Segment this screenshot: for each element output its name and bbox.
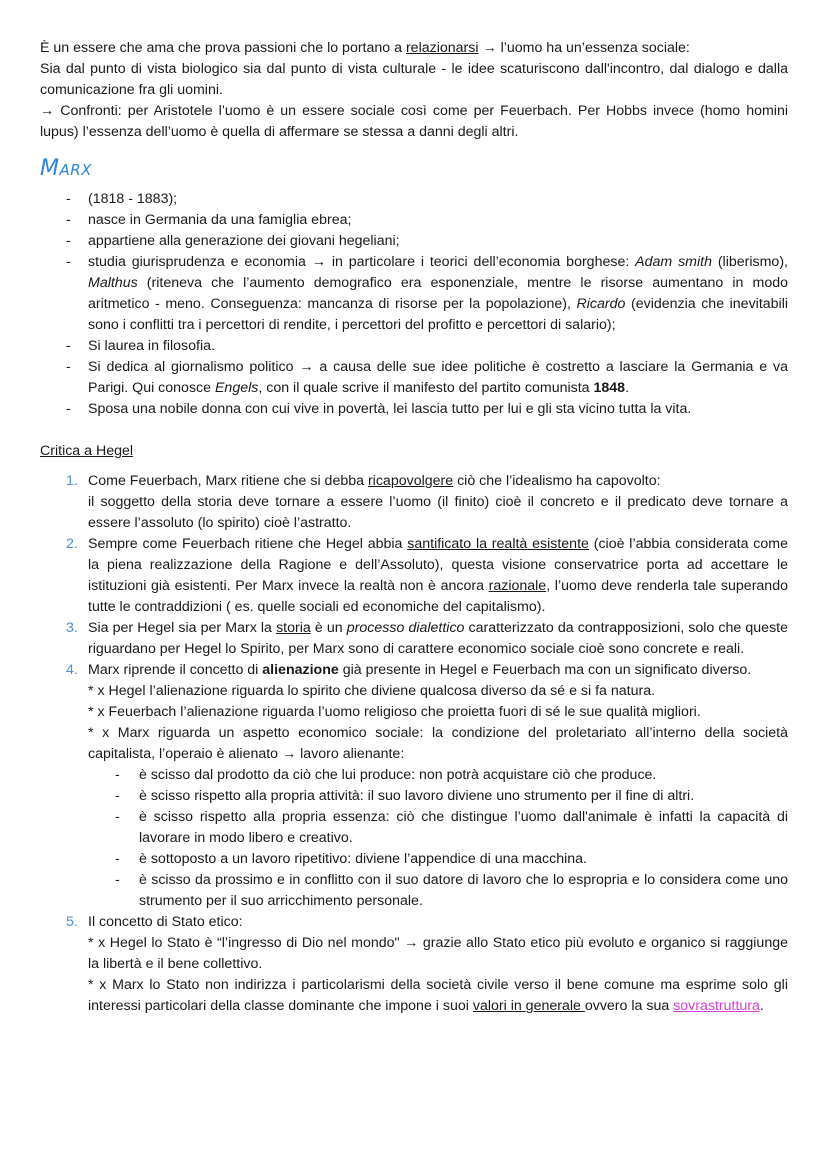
text: ovvero la sua — [584, 998, 674, 1014]
critica-point-5 — [66, 912, 788, 1017]
text: , con il quale scrive il manifesto del partito comunista — [258, 380, 594, 396]
critica-point-1 — [66, 471, 788, 534]
bio-item — [66, 357, 788, 399]
section-title-marx: Marx — [40, 156, 92, 181]
text: Il concetto di Stato etico: — [88, 914, 243, 930]
note-hegel: * x Hegel l’alienazione riguarda lo spirito che diviene qualcosa diverso da sé e si fa natura. — [88, 683, 656, 699]
alienation-list — [88, 765, 788, 912]
text: , l’uomo deve renderla tale superando tutte le contraddizioni ( es. quelle sociali ed economiche del capitalismo). — [88, 578, 788, 615]
list-number: 2. — [66, 536, 78, 552]
term-storia: storia — [276, 620, 311, 636]
text: il soggetto della storia deve tornare a essere l’uomo (il finito) cioè il concreto e il predicato deve tornare a essere l’assoluto (lo spirito) cioè l’astratto. — [88, 494, 788, 531]
list-number: 1. — [66, 473, 78, 489]
text: (riteneva che l’aumento demografico era esponenziale, mentre le risorse aumentano in modo aritmetico - meno. Conseguenza: mancanza di risorse per la popolazione), — [88, 275, 788, 312]
intro-line-2: Sia dal punto di vista biologico sia dal punto di vista culturale - le idee scaturiscono dall'incontro, dal dialogo e dalla comunicazione fra gli uomini. — [40, 61, 788, 98]
list-number: 5. — [66, 914, 78, 930]
name-smith: Adam smith — [635, 254, 712, 270]
alienation-item: - è scisso dal prodotto da ciò che lui produce: non potrà acquistare ciò che produce. — [115, 765, 788, 786]
term-santificato: santificato la realtà esistente — [407, 536, 589, 552]
text: studia giurisprudenza e economia → in particolare i teorici dell’economia borghese: — [88, 254, 636, 270]
text: . — [625, 380, 630, 396]
note-feuerbach: * x Feuerbach l’alienazione riguarda l’uomo religioso che proietta fuori di sé le sue qualità migliori. — [88, 704, 701, 720]
bio-item: - appartiene alla generazione dei giovani hegeliani; — [66, 231, 788, 252]
critica-list — [40, 471, 788, 1017]
name-engels: Engels — [214, 380, 259, 396]
alienation-item: - è scisso rispetto alla propria essenza: ciò che distingue l’uomo dall'animale è infatti la capacità di lavorare in modo libero e creativo. — [115, 807, 788, 849]
list-number: 3. — [66, 620, 78, 636]
term-alienazione: alienazione — [262, 662, 339, 678]
text: Sia per Hegel sia per Marx la — [88, 620, 277, 636]
bio-item: - (1818 - 1883); — [66, 189, 788, 210]
text: * x Marx lo Stato non indirizza i particolarismi della società civile verso il bene comune ma esprime solo gli interessi particolari della classe dominante che impone i suoi — [88, 977, 788, 1014]
name-malthus: Malthus — [88, 275, 138, 291]
term-valori-in-generale: valori in generale — [472, 998, 585, 1014]
text: già presente in Hegel e Feuerbach ma con un significato diverso. — [338, 662, 752, 678]
text: (liberismo), — [711, 254, 788, 270]
alienation-item: - è scisso da prossimo e in conflitto con il suo datore di lavoro che lo espropria e lo considera come uno strumento per il suo arricchimento personale. — [115, 870, 788, 912]
term-ricapovolgere: ricapovolgere — [367, 473, 454, 489]
text: . — [759, 998, 764, 1014]
text: (cioè l’abbia considerata come la piena realizzazione della Ragione e dell’Assoluto), questa visione conservatrice porta ad accettare le istituzioni già esistenti. Per Marx invece la realtà non è ancora — [88, 536, 788, 594]
alienation-item: - è sottoposto a un lavoro ripetitivo: diviene l’appendice di una macchina. — [115, 849, 788, 870]
text: Si dedica al giornalismo politico → a causa delle sue idee politiche è costretto a lasciare la Germania e va Parigi. Qui conosce — [88, 359, 788, 396]
critica-point-3 — [66, 618, 788, 660]
intro-text: È un essere che ama che prova passioni che lo portano a — [40, 40, 406, 56]
intro-line-3: → Confronti: per Aristotele l’uomo è un essere sociale così come per Feuerbach. Per Hobbs invece (homo homini lupus) l’essenza dell’uomo è quella di affermare se stessa a danni degli altri. — [40, 103, 788, 140]
note-hegel-stato: * x Hegel lo Stato è “l’ingresso di Dio nel mondo" → grazie allo Stato etico più evoluto e organico si raggiunge la libertà e il bene collettivo. — [88, 935, 788, 972]
intro-text: → l’uomo ha un’essenza sociale: — [478, 40, 690, 56]
alienation-item: - è scisso rispetto alla propria attività: il suo lavoro diviene uno strumento per il fine di altri. — [115, 786, 788, 807]
critica-point-2 — [66, 534, 788, 618]
bio-item: - Si laurea in filosofia. — [66, 336, 788, 357]
text: caratterizzato da contrapposizioni, solo che queste riguardano per Hegel lo Spirito, per Marx sono di carattere economico sociale cioè sono concrete e reali. — [88, 620, 788, 657]
text: Sempre come Feuerbach ritiene che Hegel abbia — [88, 536, 408, 552]
bio-item: - Sposa una nobile donna con cui vive in povertà, lei lascia tutto per lui e gli sta vicino tutta la vita. — [66, 399, 788, 420]
text: (evidenzia che inevitabili sono i conflitti tra i percettori di rendite, i percettori del profitto e percettori di salario); — [88, 296, 788, 333]
text: Marx riprende il concetto di — [88, 662, 263, 678]
note-marx: * x Marx riguarda un aspetto economico sociale: la condizione del proletariato all’interno della società capitalista, l’operaio è alienato → lavoro alienante: — [88, 725, 788, 762]
term-sovrastruttura: sovrastruttura — [673, 998, 760, 1014]
bio-item: - nasce in Germania da una famiglia ebrea; — [66, 210, 788, 231]
text: ciò che l’idealismo ha capovolto: — [453, 473, 661, 489]
bio-list — [40, 189, 788, 420]
text: è un — [310, 620, 347, 636]
section-heading-critica: Critica a Hegel — [40, 443, 134, 459]
year-1848: 1848 — [593, 380, 626, 396]
term-relazionarsi: relazionarsi — [405, 40, 479, 56]
critica-point-4 — [66, 660, 788, 912]
name-ricardo: Ricardo — [576, 296, 626, 312]
intro-line-1 — [40, 38, 788, 59]
list-number: 4. — [66, 662, 78, 678]
text: Come Feuerbach, Marx ritiene che si debba — [88, 473, 368, 489]
term-processo-dialettico: processo dialettico — [346, 620, 465, 636]
document-page — [40, 38, 788, 1017]
bio-item — [66, 252, 788, 336]
term-razionale: razionale — [488, 578, 547, 594]
